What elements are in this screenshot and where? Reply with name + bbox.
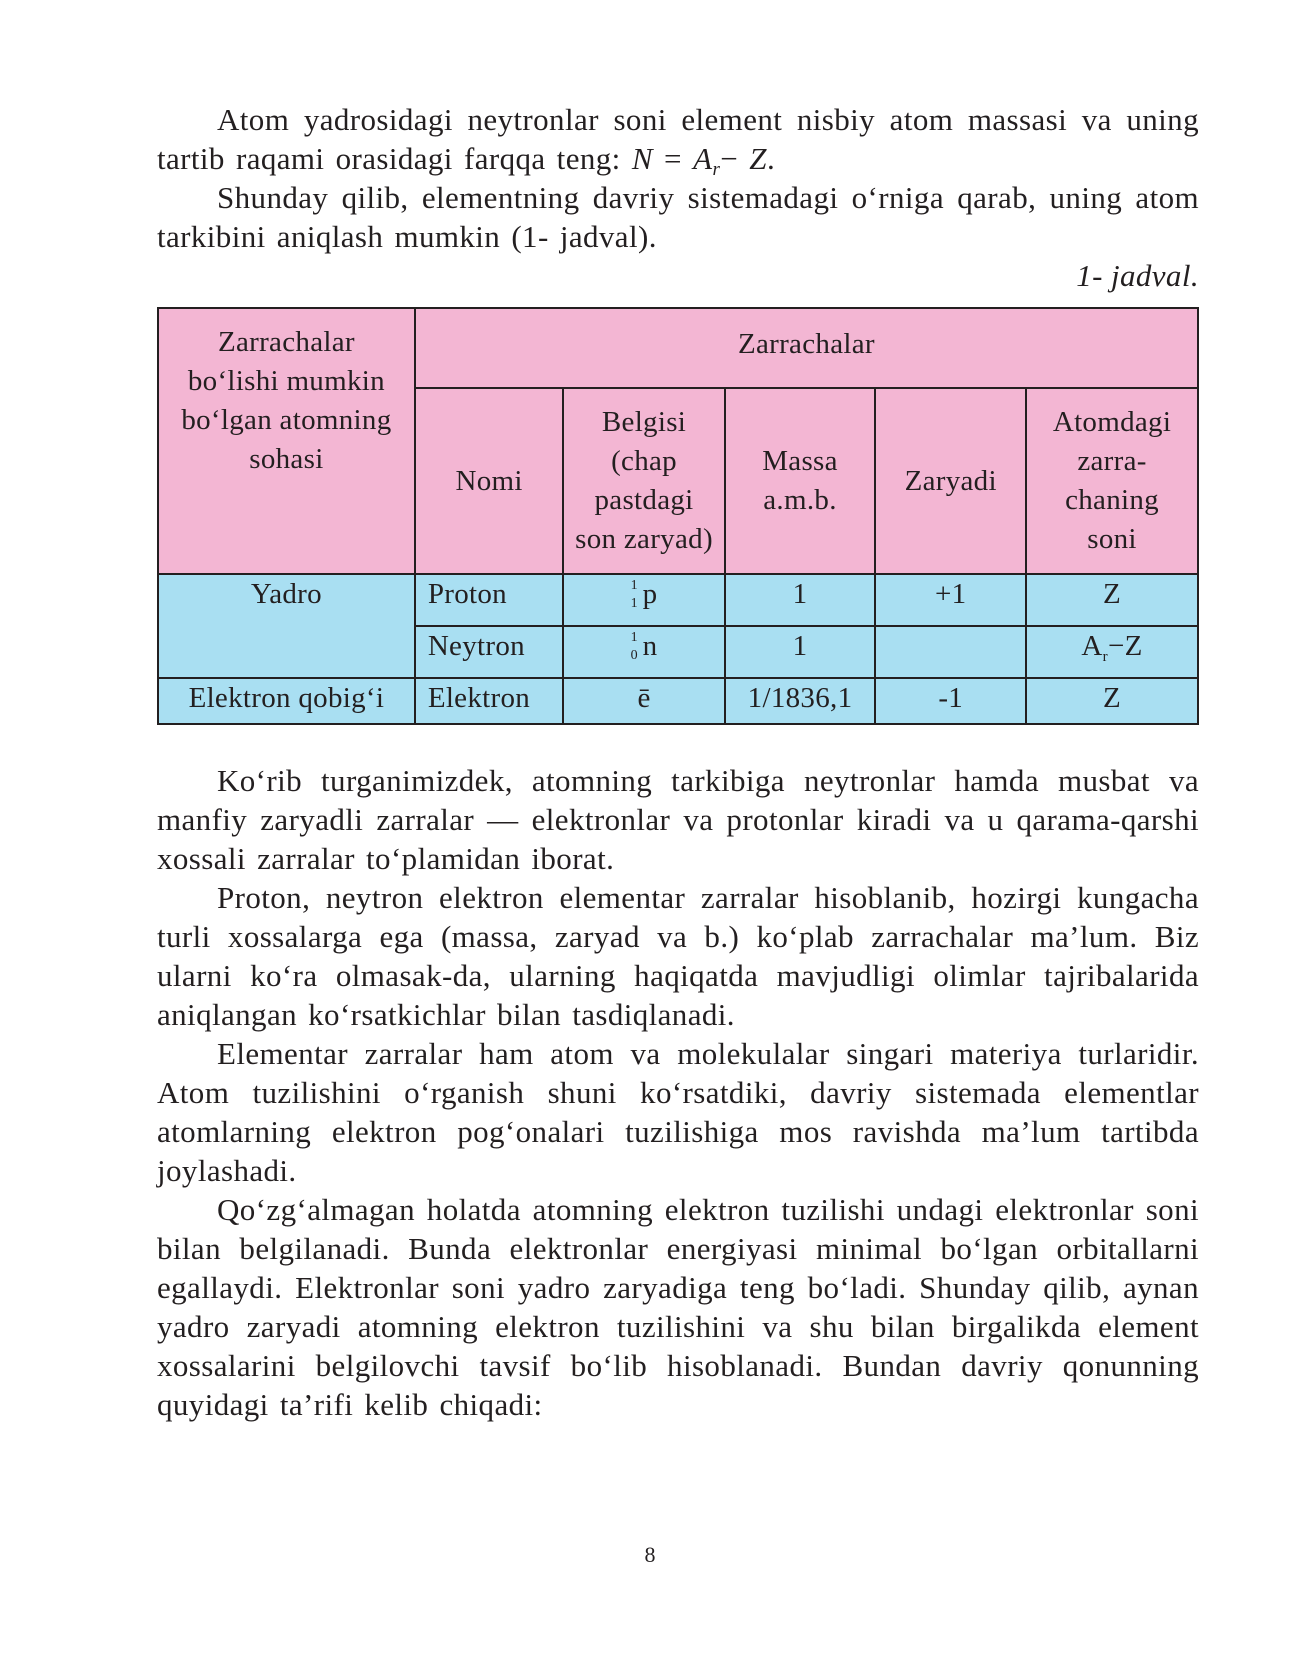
cell-mass-proton: 1	[725, 574, 876, 626]
cell-count-neutron	[1026, 626, 1198, 678]
formula-z: Z	[749, 141, 767, 176]
cell-charge-electron: -1	[875, 678, 1026, 724]
table-caption: 1- jadval.	[1076, 258, 1199, 293]
proton-charge-number: 1	[630, 596, 638, 611]
formula-a: A	[693, 141, 713, 176]
cell-charge-proton: +1	[875, 574, 1026, 626]
intro-paragraph-2: Shunday qilib, elementning davriy sistemadagi o‘rniga qarab, uning atom tarkibini aniqlash mumkin (1- jadval).	[157, 180, 1199, 254]
header-symbol: Belgisi (chap pastdagi son zaryad)	[563, 388, 724, 574]
proton-symbol	[631, 575, 658, 614]
page-number: 8	[644, 1542, 656, 1567]
count-neutron-a: A	[1081, 630, 1103, 662]
count-neutron-rest: −Z	[1107, 630, 1143, 662]
formula-minus: −	[720, 141, 750, 176]
cell-count-electron: Z	[1026, 678, 1198, 724]
header-mass: Massa a.m.b.	[725, 388, 876, 574]
intro-paragraph-1	[157, 100, 1199, 178]
cell-mass-neutron: 1	[725, 626, 876, 678]
proton-mass-number: 1	[630, 578, 638, 593]
neutron-charge-number: 0	[630, 648, 638, 663]
header-count: Atomdagi zarra-chaning soni	[1026, 388, 1198, 574]
cell-name-neutron: Neytron	[415, 626, 564, 678]
cell-name-proton: Proton	[415, 574, 564, 626]
particles-table	[157, 307, 1199, 725]
formula-a-subscript: r	[712, 159, 721, 180]
body-paragraph-3: Elementar zarralar ham atom va molekulalar singari materiya turlaridir. Atom tuzilishini o‘rganish shuni ko‘rsatdiki, davriy sistemada elementlar atomlarning elektron pog‘onalari tuzilishiga mos ravishda ma’lum tartibda joylashadi.	[157, 1036, 1199, 1188]
body-paragraph-2: Proton, neytron elektron elementar zarralar hisoblanib, hozirgi kungacha turli xossalarga ega (massa, zaryad va b.) ko‘plab zarrachalar ma’lum. Biz ularni ko‘ra olmasak-da, ularning haqiqatda mavjudligi olimlar tajribalarida aniqlangan ko‘rsatkichlar bilan tasdiqlanadi.	[157, 880, 1199, 1032]
table-row-proton	[158, 574, 1198, 626]
cell-symbol-electron: ē	[563, 678, 724, 724]
cell-charge-neutron	[875, 626, 1026, 678]
cell-name-electron: Elektron	[415, 678, 564, 724]
neutron-formula	[631, 141, 776, 180]
cell-region-nucleus: Yadro	[158, 574, 415, 678]
neutron-symbol	[631, 627, 658, 666]
header-charge: Zaryadi	[875, 388, 1026, 574]
intro-paragraph-1-text: Atom yadrosidagi neytronlar soni element nisbiy atom massasi va uning tartib raqami orasidagi farqqa teng:	[157, 102, 1199, 176]
header-region: Zarrachalar bo‘lishi mumkin bo‘lgan atomning sohasi	[158, 308, 415, 574]
body-paragraph-1: Ko‘rib turganimizdek, atomning tarkibiga neytronlar hamda musbat va manfiy zaryadli zarralar — elektronlar va protonlar kiradi va u qarama-qarshi xossali zarralar to‘plamidan iborat.	[157, 763, 1199, 876]
count-neutron-a-subscript: r	[1102, 649, 1108, 665]
cell-count-proton: Z	[1026, 574, 1198, 626]
cell-region-shell: Elektron qobig‘i	[158, 678, 415, 724]
table-row-electron	[158, 678, 1198, 724]
cell-mass-electron: 1/1836,1	[725, 678, 876, 724]
neutron-mass-number: 1	[630, 630, 638, 645]
body-paragraph-4: Qo‘zg‘almagan holatda atomning elektron tuzilishi undagi elektronlar soni bilan belgilanadi. Bunda elektronlar energiyasi minimal bo‘lgan orbitallarni egallaydi. Elektronlar soni yadro zaryadiga teng bo‘ladi. Shunday qilib, aynan yadro zaryadi atomning elektron tuzilishini va shu bilan birgalikda element xossalarini belgilovchi tavsif bo‘lib hisoblanadi. Bundan davriy qonunning quyidagi ta’rifi kelib chiqadi:	[157, 1192, 1199, 1422]
page-content	[157, 100, 1199, 1424]
formula-n: N	[631, 141, 653, 176]
body-text	[157, 761, 1199, 1424]
cell-symbol-proton	[563, 574, 724, 626]
header-name: Nomi	[415, 388, 564, 574]
proton-letter: p	[642, 578, 658, 610]
formula-equals: =	[652, 141, 694, 176]
cell-symbol-neutron	[563, 626, 724, 678]
neutron-letter: n	[642, 630, 658, 662]
header-particles-group: Zarrachalar	[415, 308, 1198, 388]
formula-period: .	[766, 141, 776, 176]
